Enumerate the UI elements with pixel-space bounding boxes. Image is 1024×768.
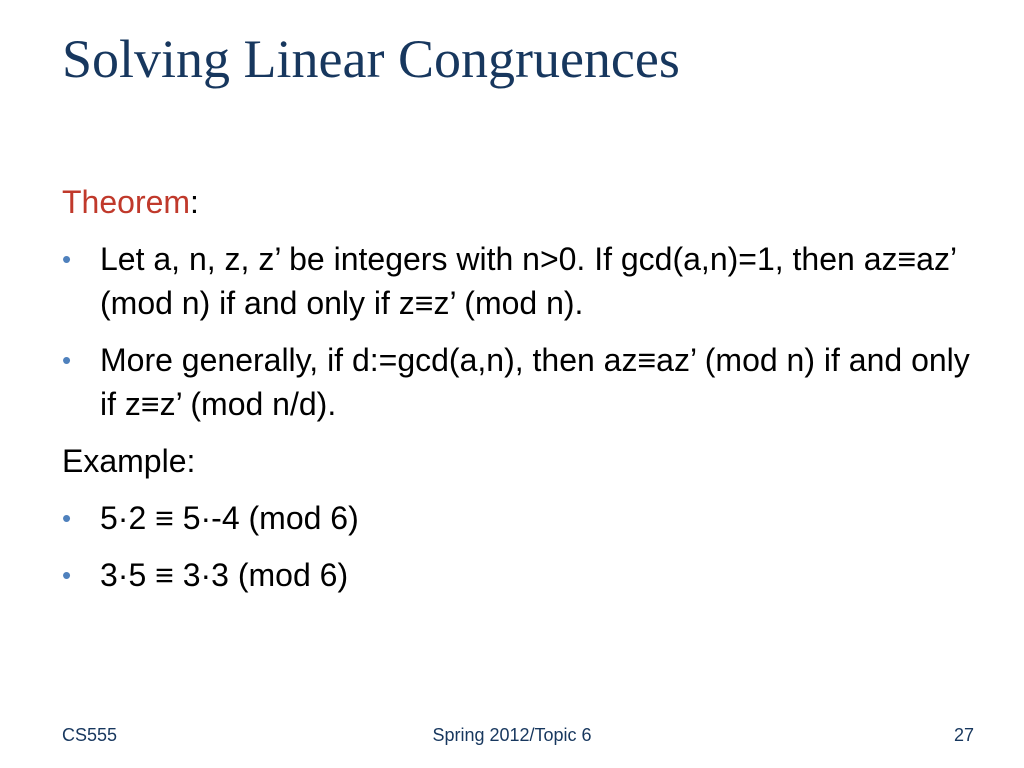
example-bullet-text: 3·5 ≡ 3·3 (mod 6) — [100, 557, 349, 593]
bullet-icon: • — [62, 503, 72, 533]
bullet-icon: • — [62, 244, 72, 274]
footer-course: CS555 — [62, 725, 118, 745]
bullet-icon: • — [62, 560, 72, 590]
theorem-bullet-2 — [62, 338, 982, 426]
theorem-label: Theorem — [62, 184, 191, 220]
example-bullet-text: 5·2 ≡ 5·-4 (mod 6) — [100, 500, 359, 536]
theorem-bullet-1 — [62, 237, 982, 325]
slide-body — [62, 180, 982, 610]
theorem-bullet-text: Let a, n, z, z’ be integers with n>0. If gcd(a,n)=1, then az≡az’ (mod n) if and only if z≡z’ (mod n). — [100, 241, 956, 321]
footer-page-number: 27 — [953, 725, 974, 745]
example-bullet-2 — [62, 553, 982, 597]
theorem-heading — [62, 180, 982, 224]
example-bullet-1 — [62, 496, 982, 540]
example-heading: Example: — [62, 443, 196, 479]
footer-term: Spring 2012/Topic 6 — [432, 725, 592, 745]
slide-title: Solving Linear Congruences — [62, 29, 680, 89]
theorem-bullet-text: More generally, if d:=gcd(a,n), then az≡az’ (mod n) if and only if z≡z’ (mod n/d). — [100, 342, 970, 422]
theorem-colon: : — [190, 184, 199, 220]
bullet-icon: • — [62, 345, 72, 375]
